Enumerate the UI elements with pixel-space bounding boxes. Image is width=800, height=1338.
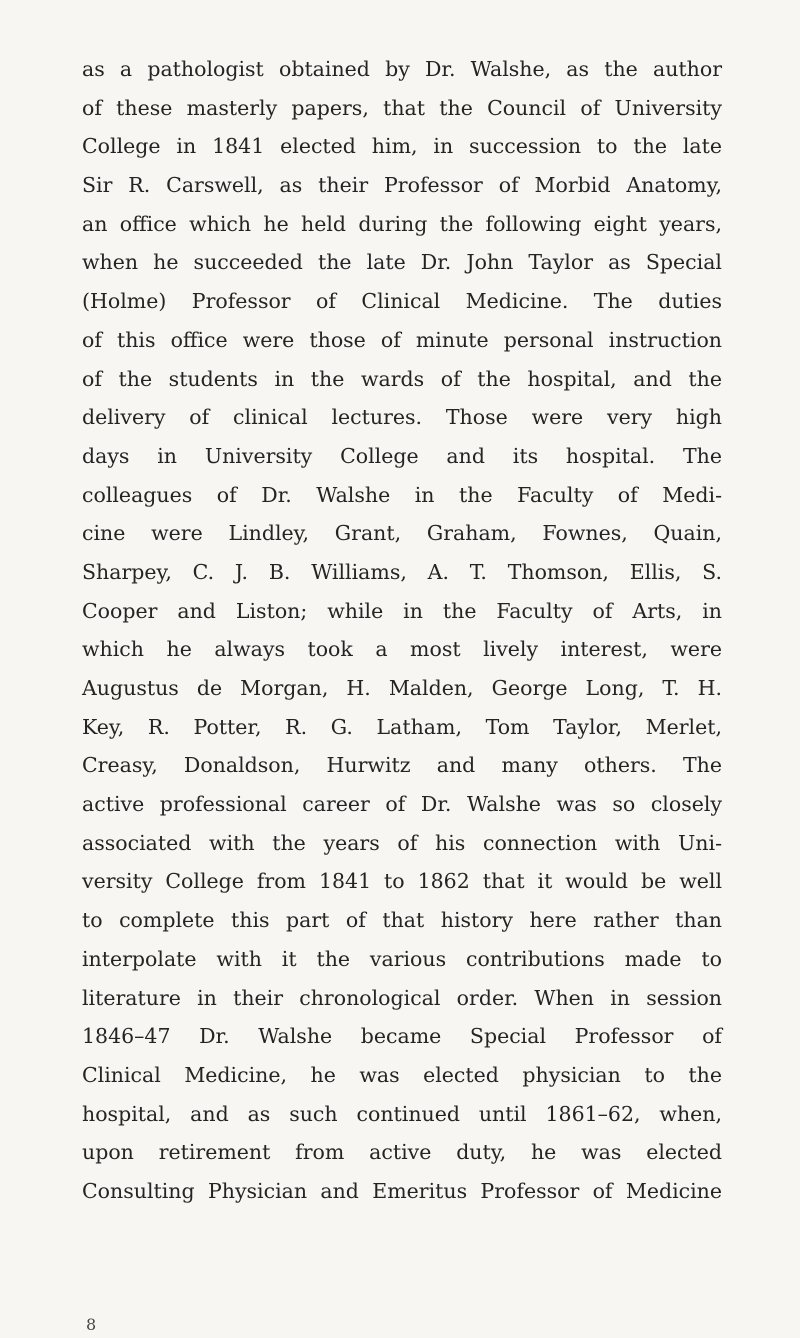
- text-line: an office which he held during the following eight years,: [82, 211, 722, 236]
- text-line: Key, R. Potter, R. G. Latham, Tom Taylor, Merlet,: [82, 714, 722, 739]
- text-line: (Holme) Professor of Clinical Medicine. The duties: [82, 289, 722, 314]
- text-line: cine were Lindley, Grant, Graham, Fownes, Quain,: [82, 521, 722, 546]
- text-line: of these masterly papers, that the Council of University: [82, 95, 722, 120]
- text-line: colleagues of Dr. Walshe in the Faculty of Medi-: [82, 482, 722, 507]
- text-line: as a pathologist obtained by Dr. Walshe, as the author: [82, 57, 722, 81]
- text-line: literature in their chronological order. When in session: [82, 985, 722, 1010]
- text-line: of the students in the wards of the hospital, and the: [82, 366, 722, 391]
- text-line: Augustus de Morgan, H. Malden, George Long, T. H.: [82, 676, 722, 700]
- text-line: active professional career of Dr. Walshe was so closely: [82, 792, 722, 817]
- text-line: 1846–47 Dr. Walshe became Special Professor of: [82, 1024, 722, 1049]
- text-line: College in 1841 elected him, in succession to the late: [82, 134, 722, 159]
- text-line: Clinical Medicine, he was elected physician to the: [82, 1062, 722, 1087]
- page-number: 8: [86, 1315, 97, 1334]
- text-line: delivery of clinical lectures. Those were very high: [82, 405, 722, 430]
- page-text: [82, 50, 722, 1211]
- text-line: upon retirement from active duty, he was elected: [82, 1140, 722, 1165]
- text-line: Consulting Physician and Emeritus Professor of Medicine: [82, 1178, 722, 1203]
- text-line: hospital, and as such continued until 1861–62, when,: [82, 1101, 722, 1126]
- text-line: Sharpey, C. J. B. Williams, A. T. Thomson, Ellis, S.: [82, 559, 722, 584]
- text-line: Creasy, Donaldson, Hurwitz and many others. The: [82, 753, 722, 778]
- text-line: when he succeeded the late Dr. John Taylor as Special: [82, 250, 722, 275]
- text-line: days in University College and its hospital. The: [82, 443, 722, 468]
- text-line: to complete this part of that history here rather than: [82, 908, 722, 933]
- text-line: Sir R. Carswell, as their Professor of Morbid Anatomy,: [82, 173, 722, 198]
- text-line: interpolate with it the various contributions made to: [82, 946, 722, 971]
- text-line: of this office were those of minute personal instruction: [82, 327, 722, 352]
- text-line: associated with the years of his connection with Uni-: [82, 830, 722, 855]
- text-line: which he always took a most lively interest, were: [82, 637, 722, 662]
- text-line: versity College from 1841 to 1862 that it would be well: [82, 869, 722, 894]
- text-line: Cooper and Liston; while in the Faculty of Arts, in: [82, 598, 722, 623]
